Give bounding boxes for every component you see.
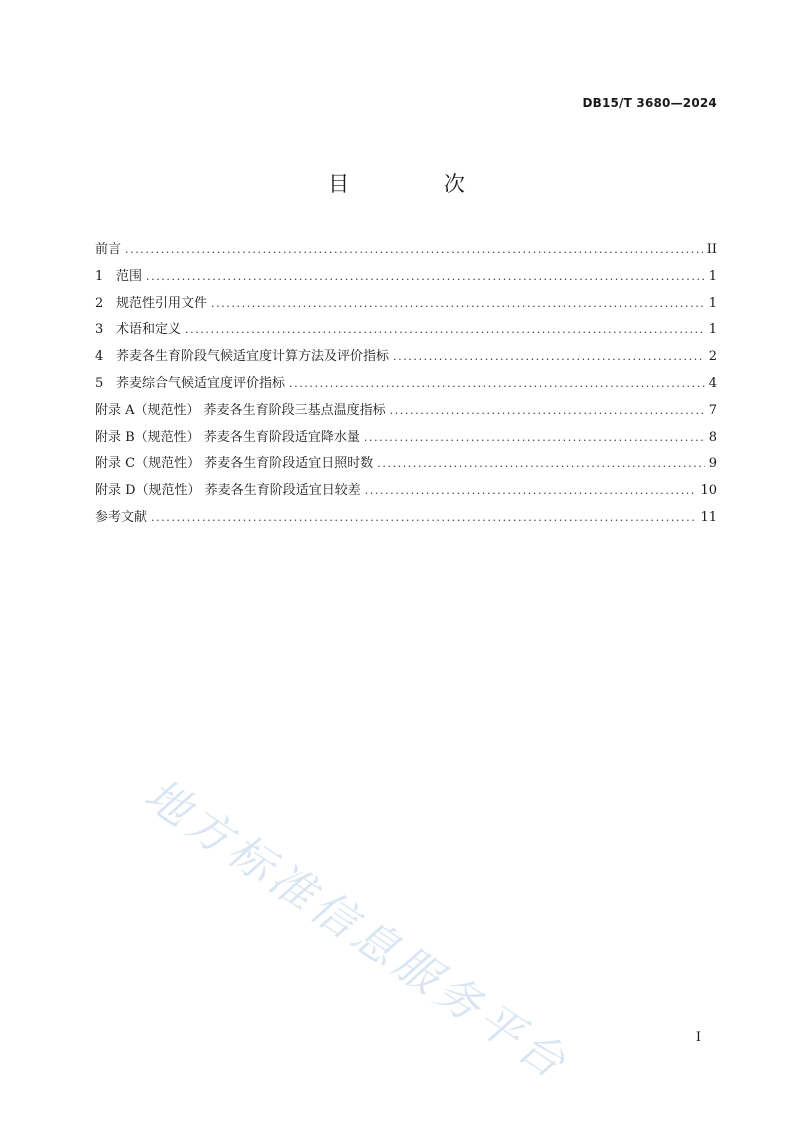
dot-leader (211, 294, 705, 314)
dot-leader (390, 401, 705, 421)
toc-entry-text: 附录 C（规范性） 荞麦各生育阶段适宜日照时数 (95, 456, 374, 472)
toc-page-number: 4 (708, 375, 717, 391)
toc-page-number: 10 (700, 483, 717, 499)
toc-entry-text: 荞麦各生育阶段气候适宜度计算方法及评价指标 (116, 349, 390, 365)
toc-entry-text: 术语和定义 (116, 322, 182, 338)
toc-entry-appendix-d[interactable] (95, 481, 717, 508)
toc-entry-appendix-c[interactable] (95, 454, 717, 481)
toc-entry-bibliography[interactable] (95, 508, 717, 535)
toc-page-number: 11 (700, 509, 717, 525)
toc-entry-terms-definitions[interactable] (95, 320, 717, 347)
toc-section-number: 4 (95, 349, 104, 365)
toc-entry-text: 附录 B（规范性） 荞麦各生育阶段适宜降水量 (95, 429, 360, 445)
dot-leader (364, 428, 705, 448)
toc-page-number: 1 (708, 322, 717, 338)
dot-leader (393, 347, 705, 367)
watermark-text: 地方标准信息服务平台 (135, 769, 579, 1091)
dot-leader (365, 481, 697, 501)
page-number: I (695, 1030, 701, 1045)
toc-entry-text: 范围 (116, 268, 143, 284)
toc-page-number: 7 (708, 402, 717, 418)
toc-entry-foreword[interactable] (95, 240, 717, 267)
toc-page-number: 1 (708, 295, 717, 311)
table-of-contents (95, 240, 717, 535)
toc-page-number: 9 (708, 456, 717, 472)
dot-leader (289, 374, 705, 394)
dot-leader (185, 320, 705, 340)
toc-entry-text: 附录 A（规范性） 荞麦各生育阶段三基点温度指标 (95, 402, 386, 418)
dot-leader (377, 454, 705, 474)
toc-page-number: 1 (708, 268, 717, 284)
toc-section-number: 5 (95, 375, 104, 391)
toc-page-number: 8 (708, 429, 717, 445)
toc-entry-text: 规范性引用文件 (116, 295, 208, 311)
toc-entry-text: 参考文献 (95, 509, 148, 525)
dot-leader (146, 267, 705, 287)
toc-entry-normative-references[interactable] (95, 294, 717, 321)
page-title: 目 次 (328, 172, 509, 196)
toc-entry-scope[interactable] (95, 267, 717, 294)
toc-entry-text: 荞麦综合气候适宜度评价指标 (116, 375, 286, 391)
toc-entry-appendix-a[interactable] (95, 401, 717, 428)
toc-section-number: 2 (95, 295, 104, 311)
toc-entry-section-4[interactable] (95, 347, 717, 374)
toc-entry-text: 附录 D（规范性） 荞麦各生育阶段适宜日较差 (95, 483, 361, 499)
toc-page-number: 2 (708, 349, 717, 365)
toc-entry-appendix-b[interactable] (95, 428, 717, 455)
toc-section-number: 1 (95, 268, 104, 284)
toc-entry-text: 前言 (95, 242, 122, 257)
toc-section-number: 3 (95, 322, 104, 338)
dot-leader (125, 240, 703, 260)
document-code: DB15/T 3680—2024 (582, 96, 717, 110)
toc-page-number: II (706, 242, 717, 257)
toc-entry-section-5[interactable] (95, 374, 717, 401)
dot-leader (151, 508, 696, 528)
